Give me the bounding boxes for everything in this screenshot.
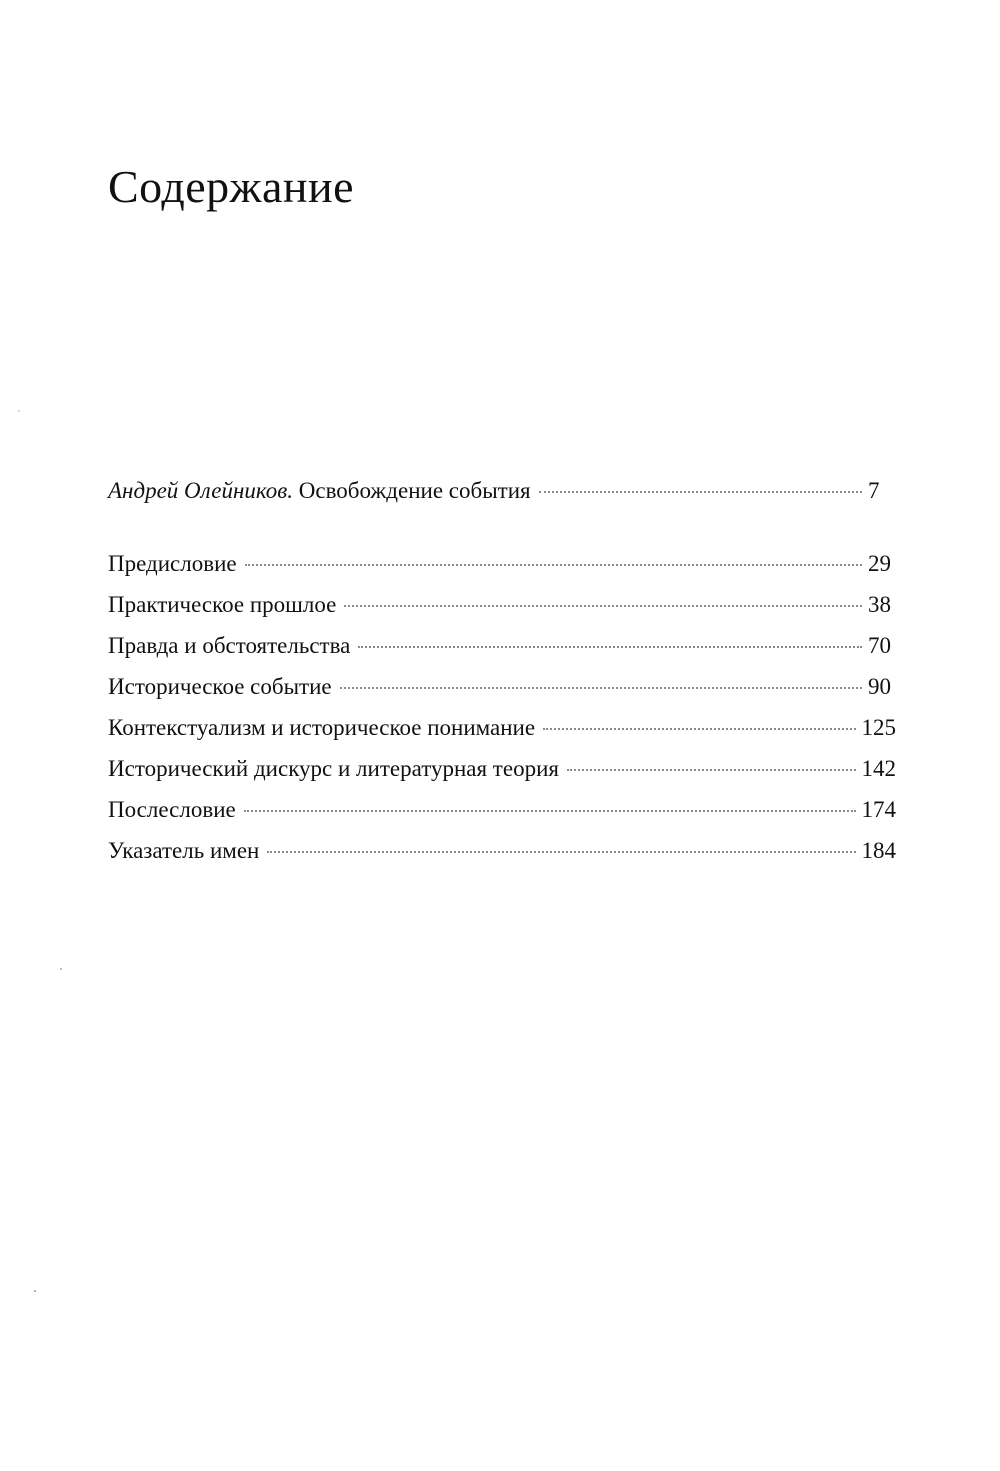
toc-entry-page: 90: [868, 674, 891, 699]
toc-entry-intro: [108, 470, 896, 511]
toc-entry-title: Контекстуализм и историческое понимание: [108, 715, 536, 740]
dot-leader: [267, 851, 855, 853]
toc-entry: [108, 625, 896, 666]
toc-entry: [108, 707, 896, 748]
toc-entry-page: 70: [868, 633, 891, 658]
page-title: Содержание: [108, 161, 355, 212]
toc-entry-title: Указатель имен: [108, 838, 260, 863]
toc-entry-page: 29: [868, 551, 891, 576]
toc-entry: [108, 584, 896, 625]
toc-list: [108, 543, 896, 871]
toc-entry-title: Исторический дискурс и литературная теория: [108, 756, 559, 781]
dot-leader: [539, 491, 862, 493]
dot-leader: [358, 646, 862, 648]
toc-entry-title: Послесловие: [108, 797, 236, 822]
toc-entry: [108, 789, 896, 830]
toc-entry-title: [108, 470, 535, 511]
toc-entry-page: 7: [868, 478, 880, 503]
dot-leader: [543, 728, 855, 730]
toc-entry-title: Правда и обстоятельства: [108, 633, 351, 658]
dot-leader: [344, 605, 862, 607]
scan-speck: [60, 968, 62, 970]
dot-leader: [244, 810, 856, 812]
toc-entry: [108, 830, 896, 871]
scan-speck: [18, 410, 20, 412]
toc-entry-page: 142: [861, 756, 896, 781]
toc-entry: [108, 666, 896, 707]
toc-entry-page: 174: [861, 797, 896, 822]
dot-leader: [340, 687, 862, 689]
dot-leader: [245, 564, 862, 566]
toc-entry-author: Андрей Олейников.: [108, 478, 293, 503]
toc-entry: [108, 748, 896, 789]
toc-entry-title-text: Освобождение события: [298, 478, 531, 503]
toc-entry-title: Историческое событие: [108, 674, 332, 699]
toc-entry-page: 125: [861, 715, 896, 740]
toc-entry-page: 38: [868, 592, 891, 617]
toc-entry-page: 184: [861, 838, 896, 863]
dot-leader: [567, 769, 856, 771]
toc-intro-section: [108, 470, 896, 511]
toc-entry: [108, 543, 896, 584]
scan-speck: [34, 1290, 36, 1292]
toc-entry-title: Предисловие: [108, 551, 237, 576]
toc-entry-title: Практическое прошлое: [108, 592, 337, 617]
